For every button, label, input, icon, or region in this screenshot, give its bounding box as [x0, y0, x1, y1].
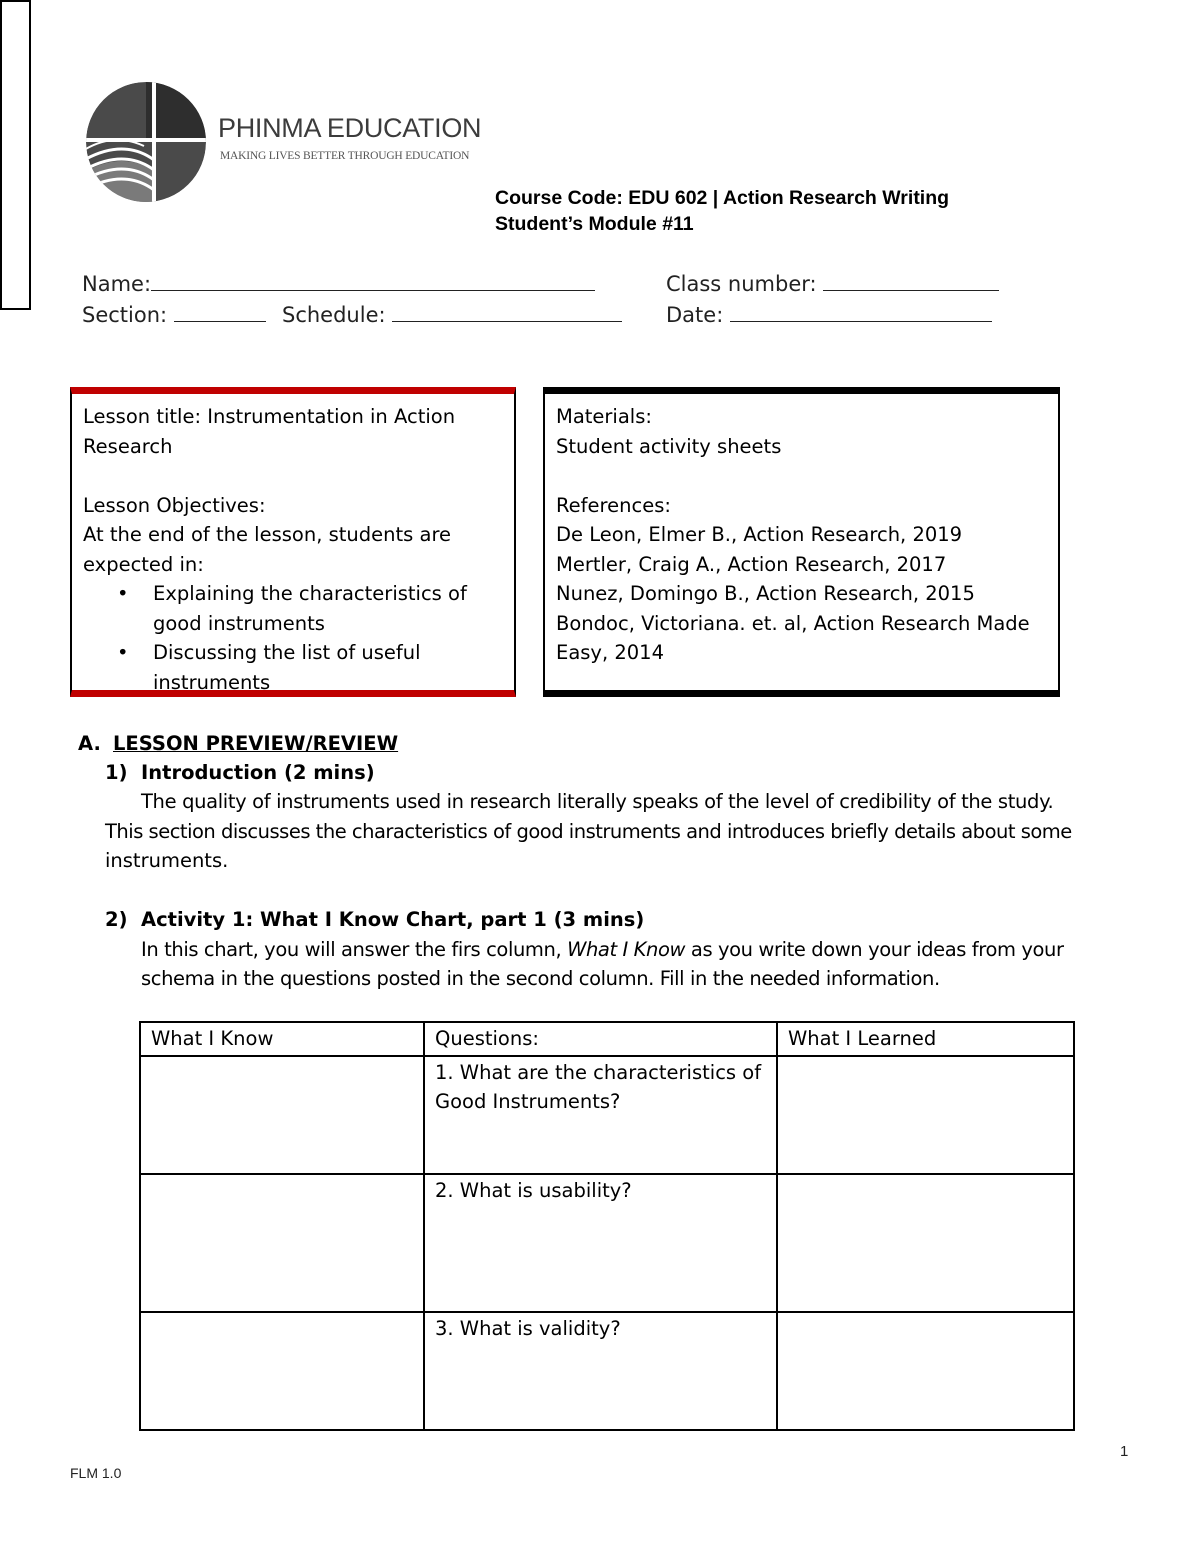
- reference-item: Mertler, Craig A., Action Research, 2017: [556, 552, 947, 576]
- section-a-label: A.: [78, 732, 101, 755]
- schedule-label: Schedule:: [282, 303, 386, 327]
- item2-heading: Activity 1: What I Know Chart, part 1 (3 mins): [141, 908, 645, 931]
- module-number: Student’s Module #11: [495, 213, 694, 235]
- reference-item: Easy, 2014: [556, 641, 664, 664]
- table-header-row: [140, 1022, 1074, 1056]
- what-i-learned-cell[interactable]: [777, 1056, 1074, 1174]
- date-label: Date:: [666, 303, 724, 327]
- what-i-know-cell[interactable]: [140, 1174, 424, 1312]
- section-label: Section:: [82, 303, 168, 327]
- page-number: 1: [1120, 1443, 1129, 1460]
- class-number-label: Class number:: [666, 272, 817, 296]
- class-number-field[interactable]: [666, 268, 999, 296]
- reference-item: Bondoc, Victoriana. et. al, Action Research Made: [556, 611, 1030, 635]
- schedule-field[interactable]: [282, 299, 622, 327]
- item1-text-line1: The quality of instruments used in research literally speaks of the level of credibility of the study.: [141, 790, 1054, 813]
- item2-text-line1: In this chart, you will answer the firs column, What I Know as you write down your ideas from your: [141, 938, 1064, 961]
- question-cell: 1. What are the characteristics of Good Instruments?: [424, 1056, 777, 1174]
- brand-name: PHINMA EDUCATION: [218, 113, 482, 143]
- header-what-i-learned: What I Learned: [777, 1022, 1074, 1056]
- question-cell: 2. What is usability?: [424, 1174, 777, 1312]
- section-a-heading: LESSON PREVIEW/REVIEW: [113, 732, 399, 755]
- what-i-learned-cell[interactable]: [777, 1174, 1074, 1312]
- what-i-learned-cell[interactable]: [777, 1312, 1074, 1430]
- reference-item: Nunez, Domingo B., Action Research, 2015: [556, 582, 975, 605]
- item1-number: 1): [105, 761, 128, 784]
- item2-number: 2): [105, 908, 128, 931]
- reference-item: De Leon, Elmer B., Action Research, 2019: [556, 523, 963, 546]
- what-i-know-chart: [139, 1021, 1075, 1431]
- header-questions: Questions:: [424, 1022, 777, 1056]
- course-code: Course Code: EDU 602 | Action Research Writing: [495, 187, 950, 209]
- item1-heading: Introduction (2 mins): [141, 761, 375, 784]
- name-label: Name:: [82, 272, 152, 296]
- lesson-title-line2: Research: [83, 434, 173, 458]
- lesson-title-line1: Lesson title: Instrumentation in Action: [83, 405, 456, 428]
- version-label: FLM 1.0: [70, 1465, 122, 1481]
- materials-box: [543, 387, 1060, 697]
- item1-text-line2: This section discusses the characteristics of good instruments and introduces briefly details about some: [105, 820, 1072, 843]
- box-divider: [0, 0, 31, 310]
- table-row: [140, 1056, 1074, 1174]
- objectives-intro-line2: expected in:: [83, 552, 204, 576]
- name-field[interactable]: [82, 268, 595, 296]
- what-i-know-cell[interactable]: [140, 1312, 424, 1430]
- table-row: [140, 1174, 1074, 1312]
- materials-text: Student activity sheets: [556, 434, 782, 458]
- header-what-i-know: What I Know: [140, 1022, 424, 1056]
- lesson-box: [70, 387, 516, 697]
- item1-text-line3: instruments.: [105, 849, 229, 872]
- references-heading: References:: [556, 493, 671, 517]
- brand-tagline: MAKING LIVES BETTER THROUGH EDUCATION: [220, 150, 470, 162]
- objectives-intro-line1: At the end of the lesson, students are: [83, 523, 452, 546]
- item2-text-line2: schema in the questions posted in the second column. Fill in the needed information.: [141, 967, 940, 990]
- objective-item: • Explaining the characteristics of good instruments: [153, 579, 483, 638]
- question-cell: 3. What is validity?: [424, 1312, 777, 1430]
- objectives-heading: Lesson Objectives:: [83, 493, 266, 517]
- table-row: [140, 1312, 1074, 1430]
- section-field[interactable]: [82, 299, 266, 327]
- course-header: [495, 185, 949, 237]
- materials-heading: Materials:: [556, 405, 652, 428]
- date-field[interactable]: [666, 299, 992, 327]
- objectives-list: [83, 579, 514, 697]
- objective-item: • Discussing the list of useful instruments: [153, 638, 453, 697]
- what-i-know-cell[interactable]: [140, 1056, 424, 1174]
